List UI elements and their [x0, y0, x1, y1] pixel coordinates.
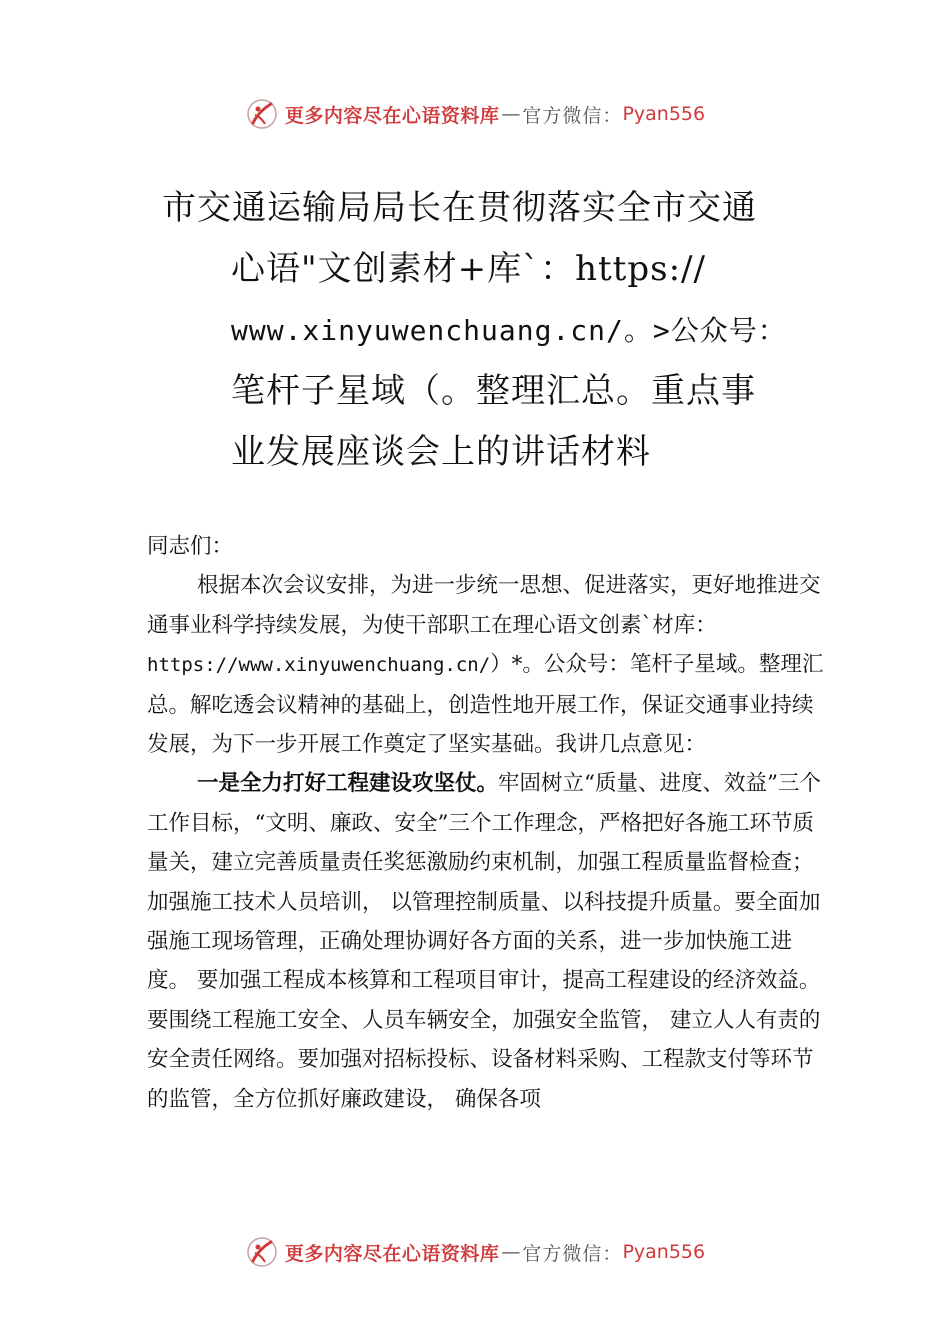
paragraph-2-lead: 一是全力打好工程建设攻坚仗。	[197, 771, 499, 797]
document-body	[147, 527, 827, 1119]
footer-banner	[0, 1232, 950, 1272]
paragraph-1-text-a: 根据本次会议安排，为进一步统一思想、促进落实，更好地推进交通事业科学持续发展，为使干部职工在理心语文创素`材库：	[147, 573, 821, 638]
title-line-3: www.xinyuwenchuang.cn/。>公众号：	[231, 314, 787, 347]
paragraph-1-url: https://www.xinyuwenchuang.cn/	[147, 654, 491, 677]
paragraph-1	[147, 566, 827, 764]
banner-wechat-label: 官方微信：	[522, 104, 623, 127]
banner-dash: —	[501, 1241, 521, 1263]
title-line-5: 业发展座谈会上的讲话材料	[231, 432, 651, 472]
title-line-4: 笔杆子星域（。整理汇总。重点事	[231, 371, 756, 411]
header-banner	[0, 94, 950, 134]
greeting: 同志们：	[147, 534, 234, 559]
brush-logo-icon	[245, 97, 279, 131]
banner-wechat-id: Pyan556	[622, 103, 706, 125]
paragraph-2	[147, 764, 827, 1119]
document-title	[0, 178, 950, 483]
paragraph-1-text-b: ）*。公众号：笔杆子星域。整理汇总。解吃透会议精神的基础上，创造性地开展工作，保证交通事业持续发展，为下一步开展工作奠定了坚实基础。我讲几点意见：	[147, 652, 824, 758]
title-line-2: 心语"文创素材+库`：https://	[231, 249, 706, 289]
brush-logo-icon	[245, 1235, 279, 1269]
paragraph-2-text: 牢固树立“质量、进度、效益”三个工作目标，“文明、廉政、安全”三个工作理念，严格把好各施工环节质量关，建立完善质量责任奖惩激励约束机制，加强工程质量监督检查；加强施工技术人员培训， 以管理控制质量、以科技提升质量。要全面加强施工现场管理，正确处理协调好各方面的关系，进一步加快施工进度。 要加强工程成本核算和工程项目审计，提高工程建设的经济效益。要围绕工程施工安全、人员车辆安全，加强安全监管， 建立人人有责的安全责任网络。要加强对招标投标、设备材料采购、工程款支付等环节的监管，全方位抓好廉政建设， 确保各项	[147, 771, 822, 1112]
banner-wechat-id: Pyan556	[622, 1241, 706, 1263]
banner-dash: —	[501, 103, 521, 125]
title-line-1: 市交通运输局局长在贯彻落实全市交通	[162, 188, 757, 228]
banner-brand: 更多内容尽在心语资料库	[284, 1242, 500, 1265]
banner-brand: 更多内容尽在心语资料库	[284, 104, 500, 127]
banner-wechat-label: 官方微信：	[522, 1242, 623, 1265]
